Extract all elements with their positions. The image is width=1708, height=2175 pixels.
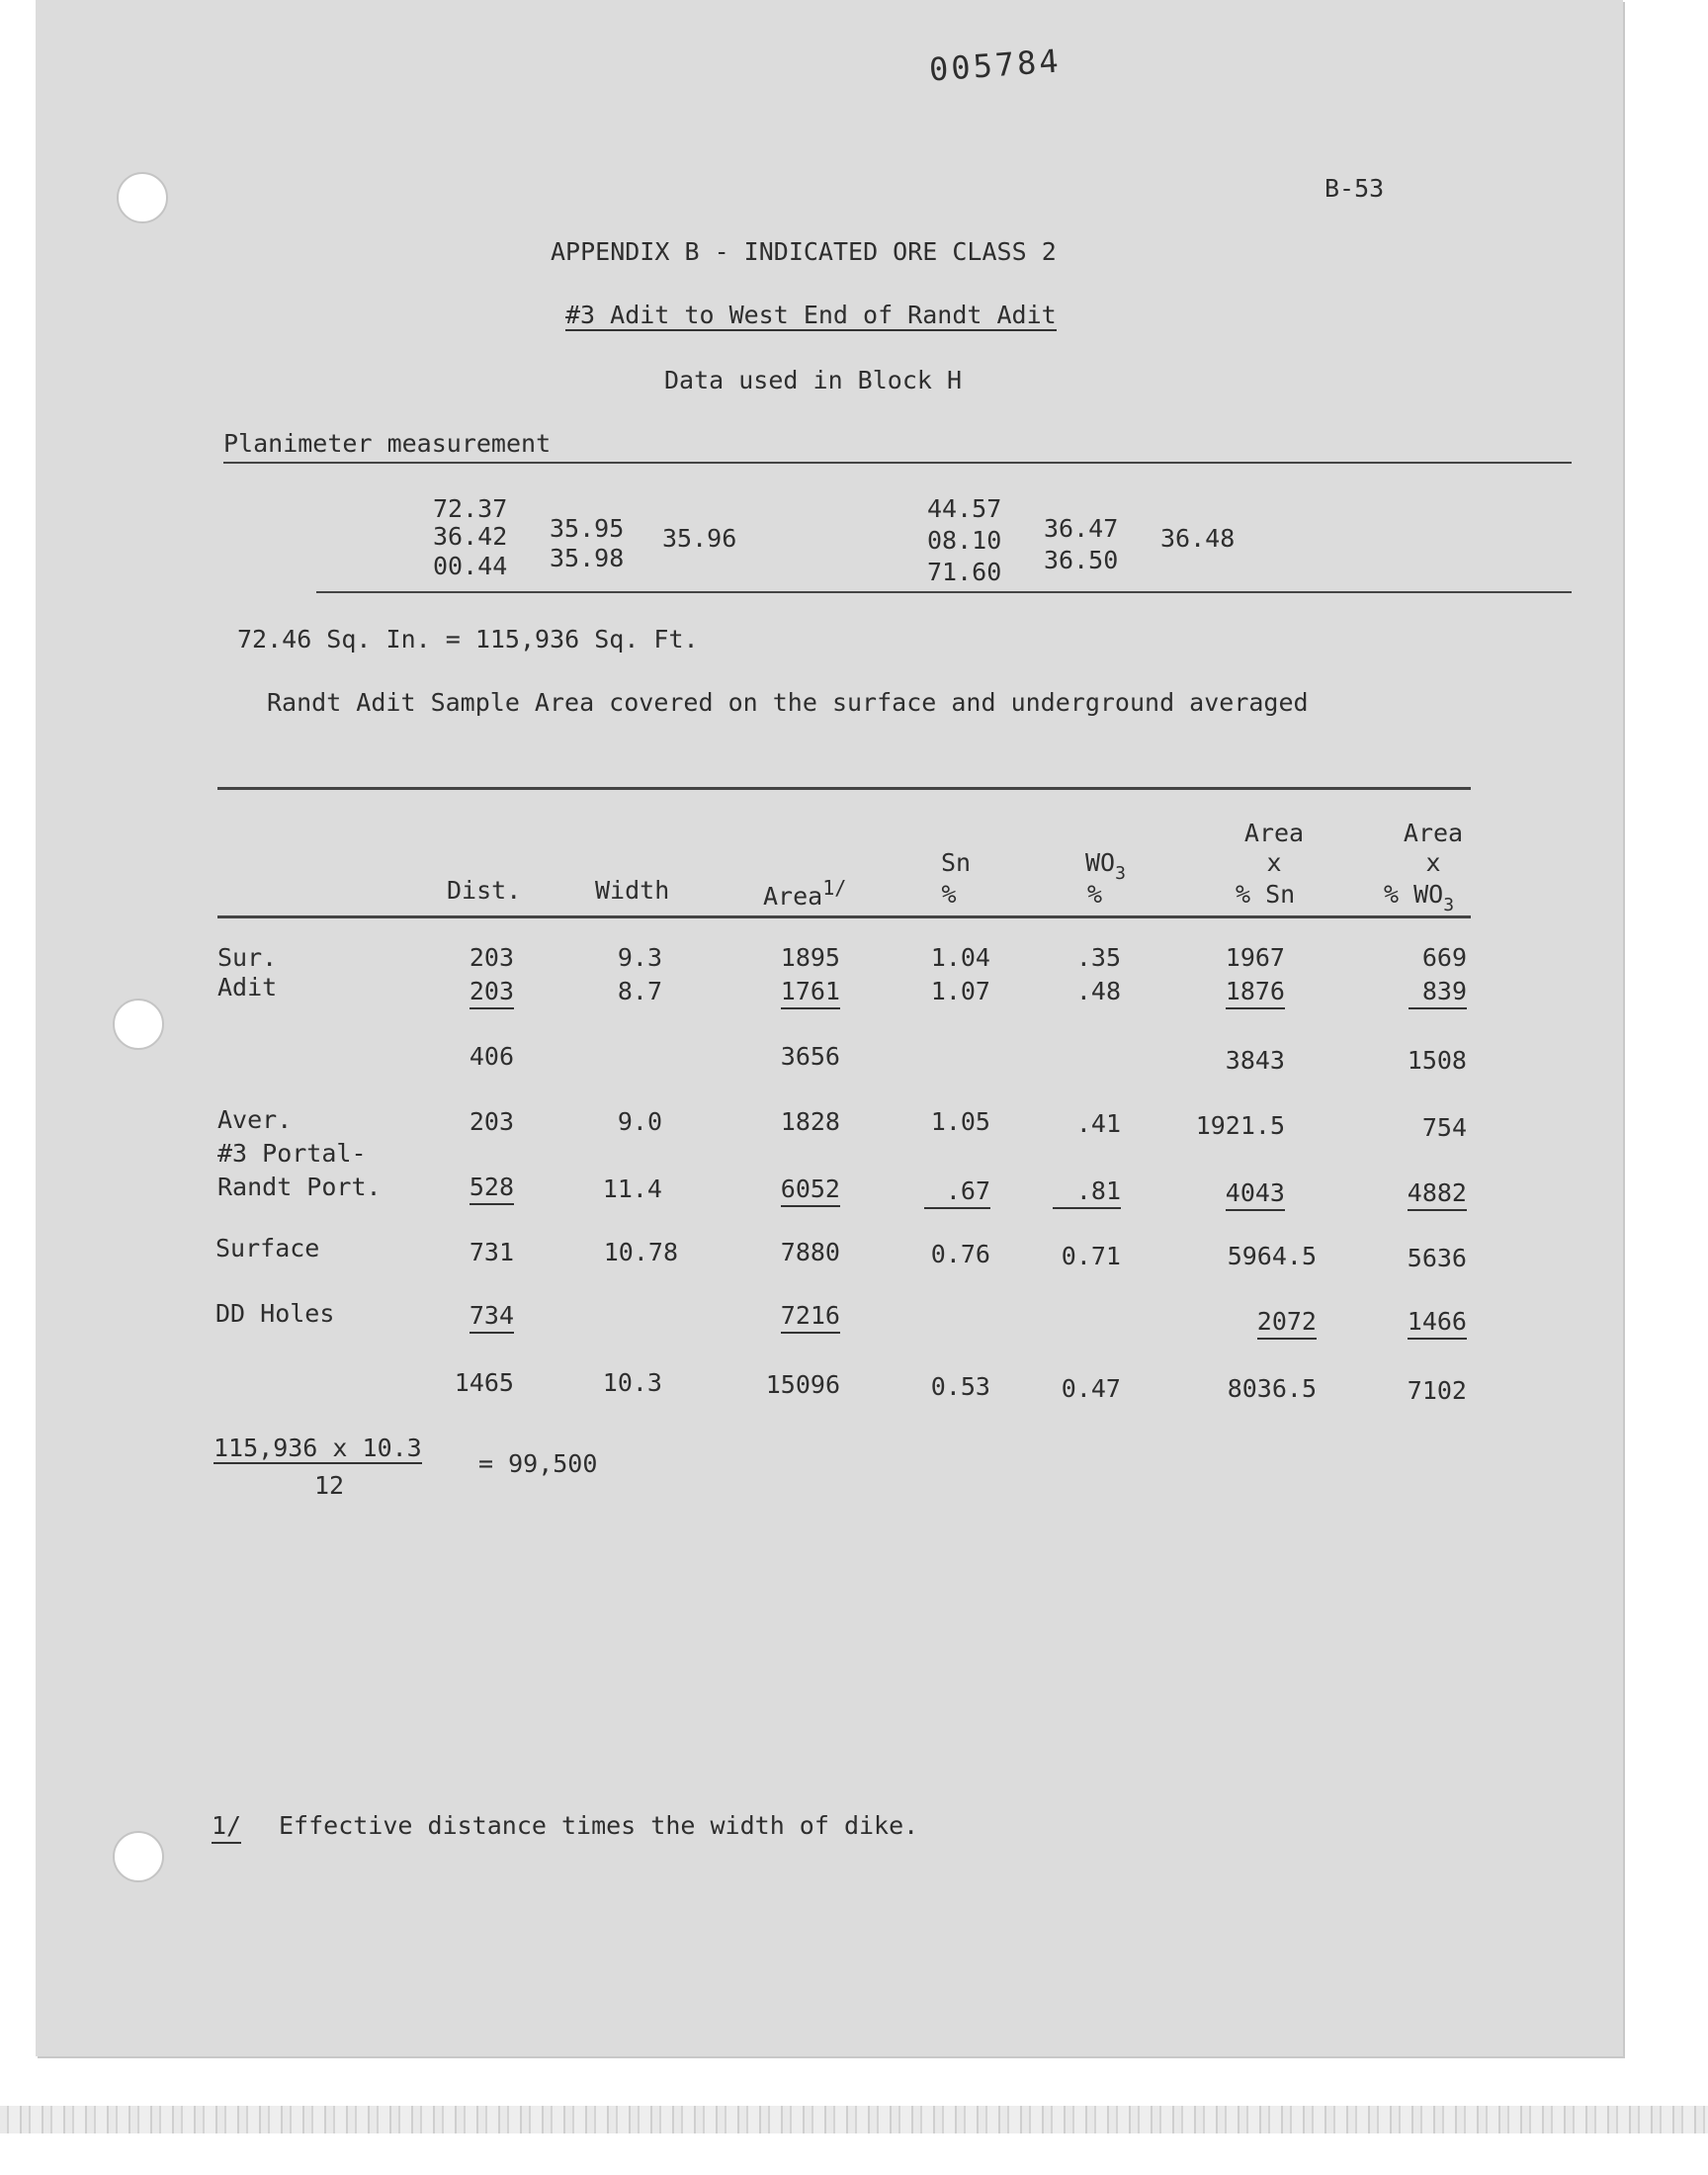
column-header-wo3-top (1085, 850, 1126, 883)
planimeter-result: 35.96 (662, 524, 737, 553)
footnote-text: Effective distance times the width of dike. (279, 1811, 919, 1840)
table-cell-dist: 203 (469, 943, 514, 972)
table-cell-area-sn: 8036.5 (1227, 1374, 1317, 1403)
column-header-sn-bottom: % (941, 880, 957, 909)
table-cell-area (731, 979, 840, 1003)
table-cell-sn: 0.76 (930, 1240, 990, 1268)
table-cell-area-wo3: 669 (1421, 943, 1467, 972)
area-wo3-header-subscript: 3 (1443, 895, 1455, 915)
column-header-wo3-bottom: % (1087, 880, 1103, 909)
planimeter-average: 36.47 (1044, 514, 1119, 543)
table-cell-area-wo3 (1364, 1309, 1467, 1334)
underlined-value: 4043 (1226, 1178, 1285, 1211)
block-caption: Data used in Block H (664, 366, 963, 394)
column-header-area-sn-1: Area (1243, 819, 1305, 847)
planimeter-heading: Planimeter measurement (223, 429, 552, 458)
planimeter-reading: 36.42 (433, 522, 508, 551)
binder-hole-bottom (113, 1831, 164, 1882)
table-cell-width: 10.3 (602, 1368, 662, 1397)
table-cell-area-wo3: 1508 (1407, 1046, 1467, 1075)
table-cell-area: 3656 (780, 1042, 840, 1071)
table-cell-area: 1828 (780, 1107, 840, 1136)
table-cell-wo3: 0.47 (1061, 1374, 1121, 1403)
table-cell-width: 11.4 (602, 1174, 662, 1203)
table-cell-area-sn: 5964.5 (1227, 1242, 1317, 1270)
table-cell-area-sn (1186, 979, 1285, 1003)
table-cell-wo3 (1038, 1178, 1121, 1203)
planimeter-average: 35.98 (550, 544, 625, 572)
column-header-area-wo3-1: Area (1403, 819, 1464, 847)
table-row-label: DD Holes (215, 1299, 335, 1328)
planimeter-average: 35.95 (550, 514, 625, 543)
table-cell-area: 1895 (780, 943, 840, 972)
footnote-marker-text: 1/ (212, 1811, 241, 1844)
table-cell-sn: 1.04 (930, 943, 990, 972)
table-row-label: Sur. (217, 943, 278, 972)
area-footnote-marker: 1/ (822, 876, 847, 900)
planimeter-reading: 44.57 (927, 494, 1002, 523)
planimeter-bottom-rule (316, 591, 1572, 593)
table-cell-wo3: .41 (1075, 1109, 1121, 1138)
wo3-header-subscript: 3 (1115, 863, 1126, 884)
page-title: APPENDIX B - INDICATED ORE CLASS 2 (551, 237, 1057, 266)
binder-hole-top (117, 172, 168, 223)
underlined-value: 528 (470, 1173, 514, 1205)
wo3-header-label: WO (1085, 848, 1116, 877)
planimeter-reading: 08.10 (927, 526, 1002, 555)
area-header-label: Area (763, 882, 823, 911)
underlined-value: 1761 (781, 977, 840, 1009)
table-cell-area: 15096 (765, 1370, 840, 1399)
planimeter-area-result: 72.46 Sq. In. = 115,936 Sq. Ft. (237, 625, 699, 653)
planimeter-result: 36.48 (1160, 524, 1236, 553)
table-cell-area-sn: 1967 (1225, 943, 1285, 972)
table-row-label: Aver. (217, 1105, 293, 1134)
table-top-rule (217, 787, 1471, 790)
column-header-sn-top: Sn (940, 848, 972, 877)
underlined-value: 734 (470, 1301, 514, 1334)
table-cell-area-wo3 (1364, 979, 1467, 1003)
column-header-area-wo3-3 (1384, 882, 1454, 914)
table-cell-width: 10.78 (603, 1238, 678, 1266)
column-header-dist: Dist. (447, 876, 522, 905)
table-cell-width: 8.7 (617, 977, 662, 1005)
column-header-area (763, 878, 846, 909)
binder-hole-middle (113, 999, 164, 1050)
underlined-value: 6052 (781, 1174, 840, 1207)
formula-result: = 99,500 (478, 1449, 598, 1478)
table-cell-area-sn: 1921.5 (1195, 1111, 1285, 1140)
table-cell-area-wo3: 7102 (1407, 1376, 1467, 1405)
table-cell-sn: 1.07 (930, 977, 990, 1005)
formula-numerator: 115,936 x 10.3 (214, 1434, 422, 1462)
underlined-value: 1466 (1408, 1307, 1467, 1340)
area-wo3-header-label: % WO (1384, 880, 1444, 909)
table-row-label: Adit (217, 973, 278, 1001)
underlined-value: 203 (470, 977, 514, 1009)
formula-denominator: 12 (314, 1471, 345, 1500)
table-cell-wo3: 0.71 (1061, 1242, 1121, 1270)
table-cell-area-wo3 (1364, 1180, 1467, 1205)
underlined-value: .67 (924, 1176, 990, 1209)
planimeter-top-rule (223, 462, 1572, 464)
table-cell-area-wo3: 5636 (1407, 1244, 1467, 1272)
table-cell-area-sn (1186, 1309, 1317, 1334)
sample-area-note: Randt Adit Sample Area covered on the surface and underground averaged (267, 688, 1309, 717)
table-cell-wo3: .48 (1075, 977, 1121, 1005)
table-row-label: Surface (215, 1234, 320, 1262)
planimeter-reading: 72.37 (433, 494, 508, 523)
table-cell-dist (415, 1303, 514, 1328)
footnote-marker (212, 1813, 241, 1838)
planimeter-reading: 71.60 (927, 558, 1002, 586)
document-stamp-number: 005784 (927, 42, 1063, 89)
table-cell-area-wo3: 754 (1421, 1113, 1467, 1142)
underlined-value: 1876 (1226, 977, 1285, 1009)
table-cell-width: 9.3 (617, 943, 662, 972)
column-header-area-sn-2: x (1266, 848, 1282, 877)
page-number: B-53 (1324, 174, 1385, 203)
page-subtitle: #3 Adit to West End of Randt Adit (565, 301, 1057, 329)
table-cell-area (731, 1303, 840, 1328)
table-row-label: #3 Portal- (217, 1139, 367, 1168)
table-cell-area: 7880 (780, 1238, 840, 1266)
scanner-artifact-strip (0, 2106, 1708, 2133)
column-header-area-wo3-2: x (1425, 848, 1441, 877)
underlined-value: 7216 (781, 1301, 840, 1334)
table-cell-area-sn: 3843 (1225, 1046, 1285, 1075)
table-cell-sn: 0.53 (930, 1372, 990, 1401)
planimeter-reading: 00.44 (433, 552, 508, 580)
table-cell-sn: 1.05 (930, 1107, 990, 1136)
table-cell-dist: 406 (469, 1042, 514, 1071)
underlined-value: 839 (1409, 977, 1467, 1009)
underlined-value: 2072 (1257, 1307, 1317, 1340)
column-header-area-sn-3: % Sn (1236, 880, 1296, 909)
table-cell-area (731, 1176, 840, 1201)
column-header-width: Width (595, 876, 670, 905)
underlined-value: 4882 (1408, 1178, 1467, 1211)
table-row-label: Randt Port. (217, 1173, 382, 1201)
underlined-value: .81 (1053, 1176, 1121, 1209)
table-cell-dist (415, 1174, 514, 1199)
table-header-rule (217, 915, 1471, 918)
table-cell-dist: 1465 (454, 1368, 514, 1397)
table-cell-width: 9.0 (617, 1107, 662, 1136)
planimeter-average: 36.50 (1044, 546, 1119, 574)
table-cell-dist: 731 (469, 1238, 514, 1266)
table-cell-dist: 203 (469, 1107, 514, 1136)
table-cell-sn (890, 1178, 990, 1203)
table-cell-area-sn (1186, 1180, 1285, 1205)
table-cell-wo3: .35 (1075, 943, 1121, 972)
table-cell-dist (415, 979, 514, 1003)
